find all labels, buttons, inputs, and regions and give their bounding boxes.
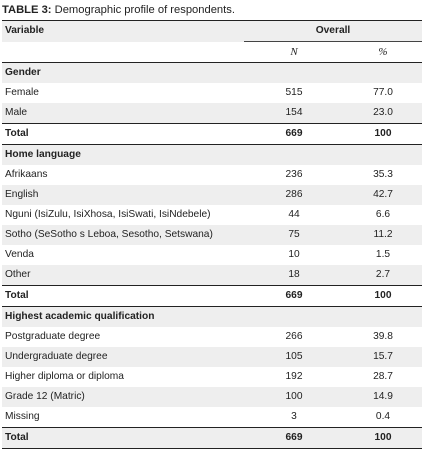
row-label: Nguni (IsiZulu, IsiXhosa, IsiSwati, IsiNdebele) [5, 209, 211, 220]
row-label: Higher diploma or diploma [5, 371, 124, 382]
percent-value: 39.8 [373, 331, 393, 342]
row-label: Gender [2, 63, 244, 84]
n-value: 192 [285, 371, 303, 382]
row-label: Venda [5, 249, 34, 260]
table-row [2, 245, 422, 265]
table-row [2, 103, 422, 124]
n-value: 154 [244, 103, 344, 124]
row-label: Total [2, 286, 244, 307]
percent-value: 2.7 [344, 265, 422, 286]
n-value [244, 145, 344, 166]
percent-value: 35.3 [373, 169, 393, 180]
row-label: Undergraduate degree [2, 347, 244, 367]
n-value [244, 63, 344, 84]
percent-value: 15.7 [344, 347, 422, 367]
row-label: Female [5, 87, 39, 98]
n-value: 515 [285, 87, 303, 98]
table-row [2, 225, 422, 245]
n-value: 3 [291, 411, 297, 422]
row-label: Total [2, 428, 244, 449]
percent-value: 100 [344, 286, 422, 307]
table-row [2, 165, 422, 185]
n-value: 100 [244, 387, 344, 407]
percent-value: 100 [344, 428, 422, 449]
table-row [2, 327, 422, 347]
percent-value: 6.6 [375, 209, 391, 220]
table-row [2, 347, 422, 367]
table-row [2, 185, 422, 205]
n-value: 44 [288, 209, 300, 220]
table-row [2, 265, 422, 286]
table-row [2, 387, 422, 407]
n-header: N [290, 46, 298, 58]
n-value: 286 [244, 185, 344, 205]
percent-value: 100 [344, 124, 422, 145]
row-label: Missing [5, 411, 40, 422]
percent-value: 1.5 [375, 249, 391, 260]
n-value [244, 307, 344, 328]
row-label: Total [2, 124, 244, 145]
section-header-row [2, 63, 422, 84]
n-value: 669 [244, 286, 344, 307]
n-value: 669 [244, 124, 344, 145]
demographic-table [2, 20, 422, 449]
percent-header: % [378, 46, 388, 58]
total-row [2, 286, 422, 307]
percent-value [344, 145, 422, 166]
n-value: 18 [244, 265, 344, 286]
row-label: Sotho (SeSotho s Leboa, Sesotho, Setswana) [2, 225, 244, 245]
row-label: English [2, 185, 244, 205]
table-caption [2, 0, 422, 20]
n-value: 669 [244, 428, 344, 449]
n-value: 75 [244, 225, 344, 245]
table-row [2, 83, 422, 103]
variable-header: Variable [2, 21, 244, 42]
n-value: 105 [244, 347, 344, 367]
n-value: 266 [285, 331, 303, 342]
row-label: Postgraduate degree [5, 331, 101, 342]
table-body [2, 21, 422, 449]
section-header-row [2, 307, 422, 328]
caption-label: TABLE 3: [2, 4, 52, 16]
overall-header: Overall [244, 21, 422, 42]
row-label: Male [2, 103, 244, 124]
percent-value [344, 307, 422, 328]
n-value: 10 [288, 249, 300, 260]
table-row [2, 367, 422, 387]
caption-text: Demographic profile of respondents. [54, 4, 235, 16]
section-header-row [2, 145, 422, 166]
total-row [2, 124, 422, 145]
row-label: Home language [2, 145, 244, 166]
percent-value: 11.2 [344, 225, 422, 245]
total-row [2, 428, 422, 449]
header-row [2, 21, 422, 42]
percent-value [344, 63, 422, 84]
row-label: Afrikaans [5, 169, 48, 180]
row-label: Other [2, 265, 244, 286]
subheader-row [2, 42, 422, 63]
percent-value: 42.7 [344, 185, 422, 205]
percent-value: 14.9 [344, 387, 422, 407]
percent-value: 28.7 [373, 371, 393, 382]
table-row [2, 407, 422, 428]
percent-value: 0.4 [375, 411, 391, 422]
percent-value: 77.0 [373, 87, 393, 98]
row-label: Grade 12 (Matric) [2, 387, 244, 407]
row-label: Highest academic qualification [2, 307, 244, 328]
n-value: 236 [285, 169, 303, 180]
percent-value: 23.0 [344, 103, 422, 124]
table-row [2, 205, 422, 225]
